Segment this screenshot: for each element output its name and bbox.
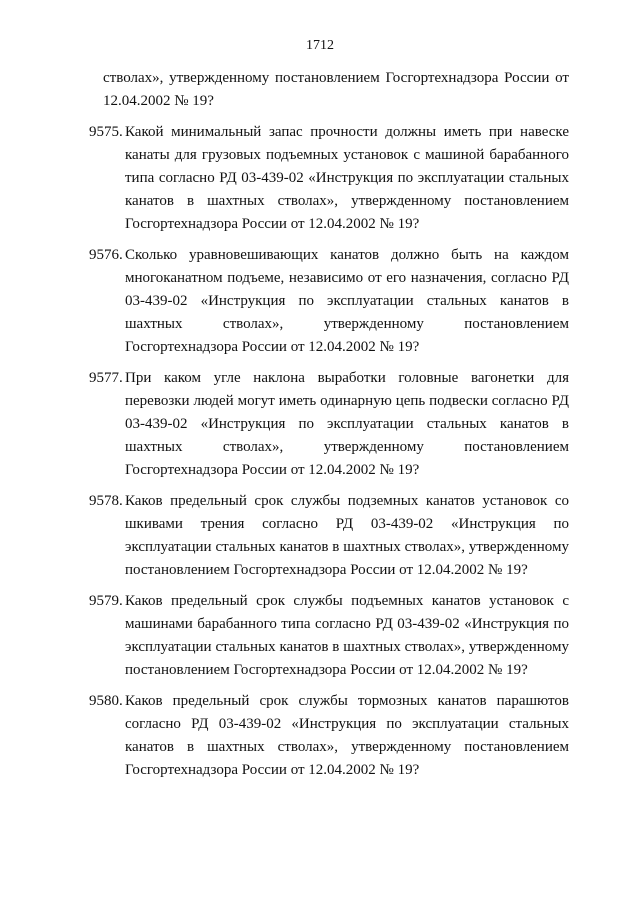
- question-number: 9575.: [89, 124, 123, 140]
- question-text: Каков предельный срок службы подземных канатов установок со шкивами трения согласно РД 03-439-02 «Инструкция по эксплуатации стальных канатов в шахтных стволах», утвержденному постановлением Госгортехнадзора России от 12.04.2002 № 19?: [125, 493, 569, 578]
- question-number: 9579.: [89, 593, 123, 609]
- question-number: 9576.: [89, 247, 123, 263]
- continuation-text: стволах», утвержденному постановлением Госгортехнадзора России от 12.04.2002 № 19?: [103, 70, 569, 109]
- question-9577: [89, 367, 569, 482]
- question-9579: [89, 590, 569, 682]
- document-body: [89, 67, 569, 790]
- question-text: Сколько уравновешивающих канатов должно быть на каждом многоканатном подъеме, независимо от его назначения, согласно РД 03-439-02 «Инструкция по эксплуатации стальных канатов в шахтных стволах», утвержденному постановлением Госгортехнадзора России от 12.04.2002 № 19?: [125, 247, 569, 355]
- question-number: 9577.: [89, 370, 123, 386]
- question-9578: [89, 490, 569, 582]
- question-text: Каков предельный срок службы тормозных канатов парашютов согласно РД 03-439-02 «Инструкция по эксплуатации стальных канатов в шахтных стволах», утвержденному постановлением Госгортехнадзора России от 12.04.2002 № 19?: [125, 693, 569, 778]
- question-text: Каков предельный срок службы подъемных канатов установок с машинами барабанного типа согласно РД 03-439-02 «Инструкция по эксплуатации стальных канатов в шахтных стволах», утвержденному постановлением Госгортехнадзора России от 12.04.2002 № 19?: [125, 593, 569, 678]
- question-text: При каком угле наклона выработки головные вагонетки для перевозки людей могут иметь одинарную цепь подвески согласно РД 03-439-02 «Инструкция по эксплуатации стальных канатов в шахтных стволах», утвержденному постановлением Госгортехнадзора России от 12.04.2002 № 19?: [125, 370, 569, 478]
- question-text: Какой минимальный запас прочности должны иметь при навеске канаты для грузовых подъемных установок с машиной барабанного типа согласно РД 03-439-02 «Инструкция по эксплуатации стальных канатов в шахтных стволах», утвержденному постановлением Госгортехнадзора России от 12.04.2002 № 19?: [125, 124, 569, 232]
- question-number: 9580.: [89, 693, 123, 709]
- question-9575: [89, 121, 569, 236]
- question-number: 9578.: [89, 493, 123, 509]
- question-9576: [89, 244, 569, 359]
- question-9580: [89, 690, 569, 782]
- page-number: 1712: [306, 38, 334, 53]
